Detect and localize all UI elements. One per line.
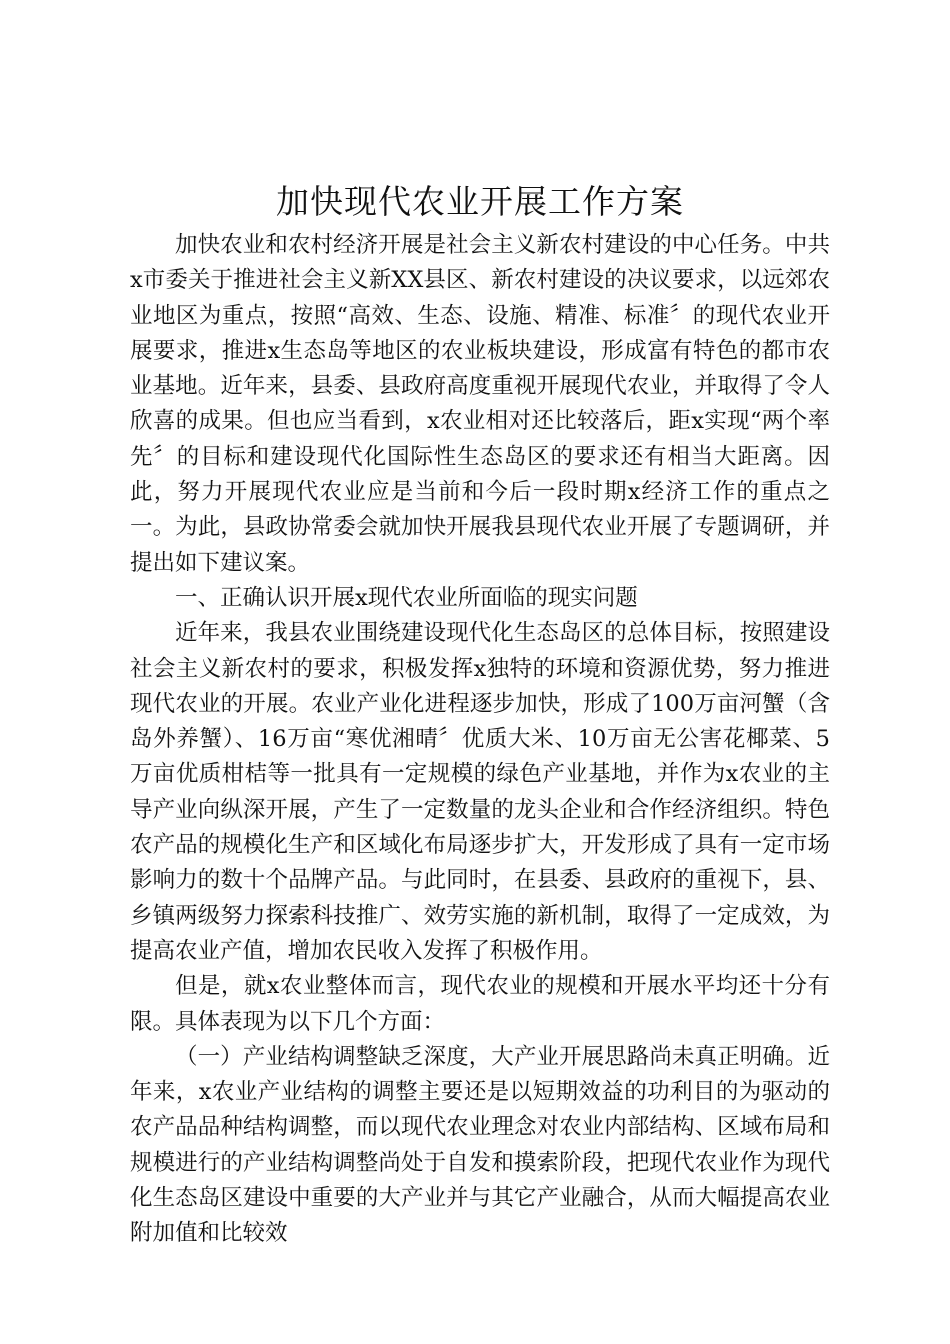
paragraph-problem-1: （一）产业结构调整缺乏深度，大产业开展思路尚未真正明确。近年来，x农业产业结构的调整主要还是以短期效益的功利目的为驱动的农产品品种结构调整，而以现代农业理念对农业内部结构、区域布局和规模进行的产业结构调整尚处于自发和摸索阶段，把现代农业作为现代化生态岛区建设中重要的大产业并与其它产业融合，从而大幅提高农业附加值和比较效: [130, 1043, 830, 1247]
section-heading-1: 一、正确认识开展x现代农业所面临的现实问题: [175, 584, 638, 611]
paragraph-achievements: 近年来，我县农业围绕建设现代化生态岛区的总体目标，按照建设社会主义新农村的要求，积极发挥x独特的环境和资源优势，努力推进现代农业的开展。农业产业化进程逐步加快，形成了100万亩河蟹（含岛外养蟹）、16万亩“寒优湘晴〞优质大米、10万亩无公害花椰菜、5万亩优质柑桔等一批具有一定规模的绿色产业基地，并作为x农业的主导产业向纵深开展，产生了一定数量的龙头企业和合作经济组织。特色农产品的规模化生产和区域化布局逐步扩大，开发形成了具有一定市场影响力的数十个品牌产品。与此同时，在县委、县政府的重视下，县、乡镇两级努力探索科技推广、效劳实施的新机制，取得了一定成效，为提高农业产值，增加农民收入发挥了积极作用。: [130, 620, 830, 964]
paragraph-problems-intro: 但是，就x农业整体而言，现代农业的规模和开展水平均还十分有限。具体表现为以下几个方面：: [130, 973, 830, 1035]
document-title: 加快现代农业开展工作方案: [276, 182, 684, 221]
document-page: [130, 180, 830, 1252]
paragraph-intro: 加快农业和农村经济开展是社会主义新农村建设的中心任务。中共x市委关于推进社会主义新XX县区、新农村建设的决议要求，以远郊农业地区为重点，按照“高效、生态、设施、精准、标准〞的现代农业开展要求，推进x生态岛等地区的农业板块建设，形成富有特色的都市农业基地。近年来，县委、县政府高度重视开展现代农业，并取得了令人欣喜的成果。但也应当看到，x农业相对还比较落后，距x实现“两个率先〞的目标和建设现代化国际性生态岛区的要求还有相当大距离。因此，努力开展现代农业应是当前和今后一段时期x经济工作的重点之一。为此，县政协常委会就加快开展我县现代农业开展了专题调研，并提出如下建议案。: [130, 232, 830, 576]
